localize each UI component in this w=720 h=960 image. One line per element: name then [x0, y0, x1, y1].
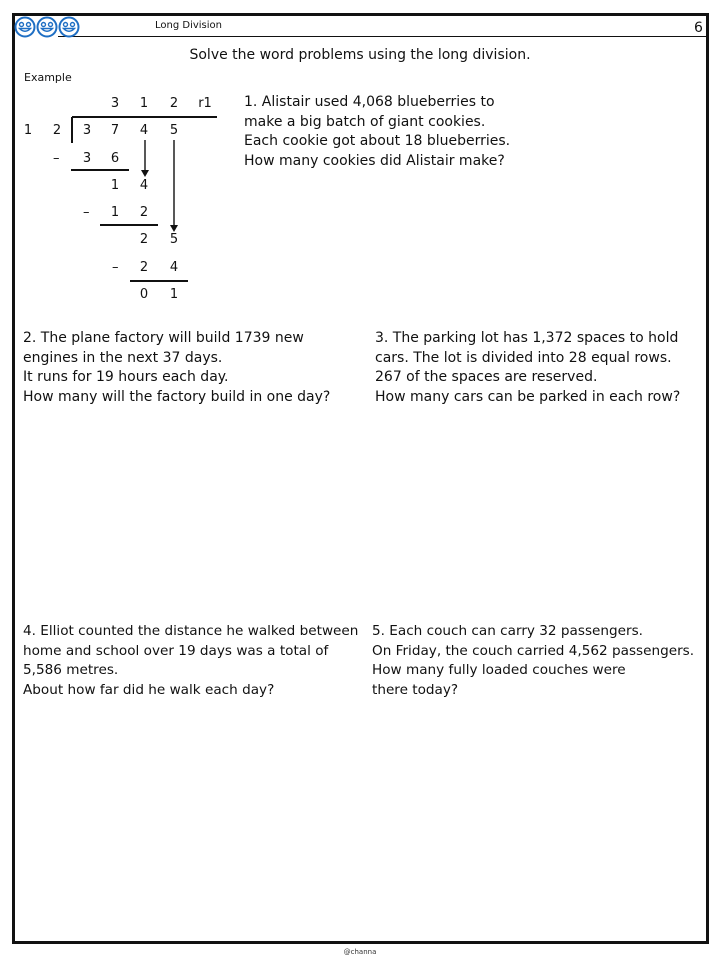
problem-5 — [372, 622, 694, 700]
minus-sign: – — [112, 260, 119, 275]
page-number: 6 — [694, 20, 703, 36]
problem-4 — [23, 622, 358, 700]
problem-line: 2. The plane factory will build 1739 new — [23, 330, 304, 346]
minus-sign: – — [53, 151, 60, 166]
problem-line: It runs for 19 hours each day. — [23, 369, 229, 385]
problem-line: engines in the next 37 days. — [23, 349, 223, 366]
problem-line: 5,586 metres. — [23, 662, 119, 678]
problem-line: How many will the factory build in one day? — [23, 388, 331, 405]
remainder-digit: 2 — [139, 232, 149, 247]
subtrahend-digit: 3 — [82, 151, 92, 166]
remainder-digit: 0 — [139, 287, 149, 302]
problem-3 — [375, 329, 680, 407]
quotient-remainder: r1 — [198, 96, 212, 111]
problem-line: there today? — [372, 681, 459, 698]
problem-line: 5. Each couch can carry 32 passengers. — [372, 623, 643, 639]
quotient-digit: 3 — [110, 96, 120, 111]
minus-sign: – — [83, 205, 90, 220]
remainder-digit: 5 — [169, 232, 179, 247]
problem-line: home and school over 19 days was a total of — [23, 642, 329, 659]
remainder-digit: 1 — [110, 178, 120, 193]
problem-line: 267 of the spaces are reserved. — [375, 369, 598, 385]
dividend-digit: 7 — [110, 123, 120, 138]
divisor-digit: 2 — [52, 123, 62, 138]
problem-line: About how far did he walk each day? — [23, 681, 275, 698]
problem-line: How many cookies did Alistair make? — [244, 152, 505, 169]
subtrahend-digit: 4 — [169, 260, 179, 275]
problem-line: On Friday, the couch carried 4,562 passengers. — [372, 642, 695, 659]
remainder-digit: 1 — [169, 287, 179, 302]
remainder-digit: 4 — [139, 178, 149, 193]
dividend-digit: 4 — [139, 123, 149, 138]
arrow-head-icon — [170, 225, 178, 232]
divisor-digit: 1 — [23, 123, 33, 138]
problem-2 — [23, 329, 330, 407]
problem-line: How many cars can be parked in each row? — [375, 388, 681, 405]
problem-line: cars. The lot is divided into 28 equal rows. — [375, 349, 672, 366]
worksheet-title: Long Division — [155, 20, 222, 31]
subtrahend-digit: 2 — [139, 205, 149, 220]
example-label: Example — [24, 71, 72, 84]
problem-line: 1. Alistair used 4,068 blueberries to — [244, 94, 495, 110]
footer-credit: @channa — [343, 948, 377, 956]
dividend-digit: 3 — [82, 123, 92, 138]
problem-line: Each cookie got about 18 blueberries. — [244, 133, 511, 149]
arrow-head-icon — [141, 170, 149, 177]
subtrahend-digit: 6 — [110, 151, 120, 166]
problem-line: 4. Elliot counted the distance he walked between — [23, 623, 359, 639]
dividend-digit: 5 — [169, 123, 179, 138]
problem-line: make a big batch of giant cookies. — [244, 113, 486, 130]
quotient-digit: 1 — [139, 96, 149, 111]
problem-line: 3. The parking lot has 1,372 spaces to hold — [375, 330, 679, 346]
quotient-digit: 2 — [169, 96, 179, 111]
subtrahend-digit: 1 — [110, 205, 120, 220]
subtrahend-digit: 2 — [139, 260, 149, 275]
problem-1 — [244, 93, 510, 171]
instructions: Solve the word problems using the long division. — [189, 47, 531, 63]
problem-line: How many fully loaded couches were — [372, 662, 626, 678]
